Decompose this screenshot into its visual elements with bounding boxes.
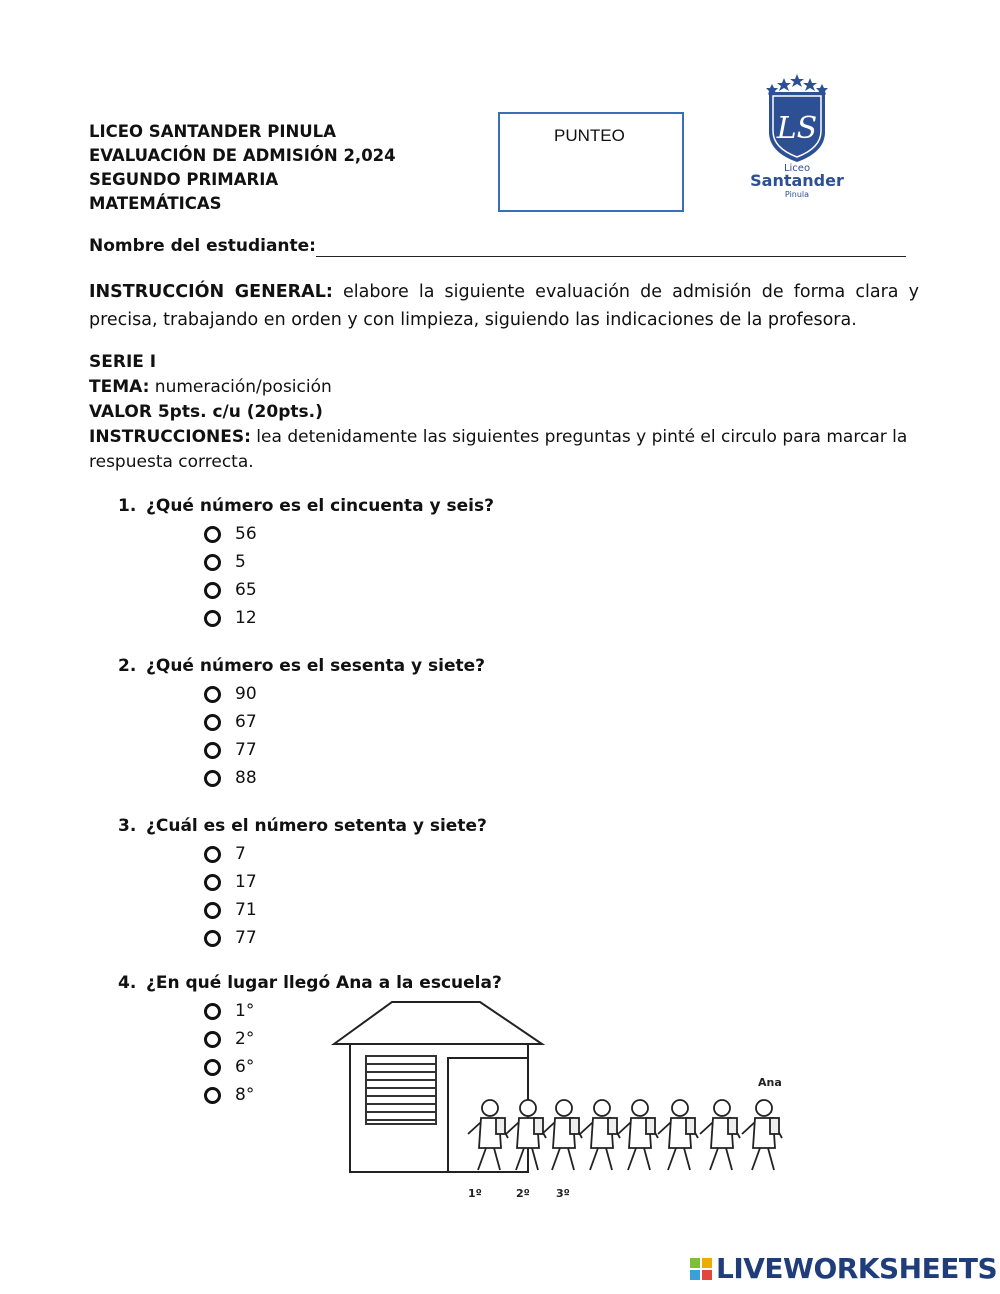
school-logo-icon: [742, 70, 852, 200]
child-figure-icon: [468, 1100, 508, 1170]
school-name: LICEO SANTANDER PINULA: [89, 122, 336, 141]
grade-level: SEGUNDO PRIMARIA: [89, 170, 279, 189]
option[interactable]: [204, 708, 257, 736]
topic-value: numeración/posición: [149, 377, 332, 397]
option-label: 1°: [235, 1001, 255, 1021]
topic-label: TEMA:: [89, 377, 150, 397]
option[interactable]: [204, 548, 257, 576]
question-number: 3.: [118, 816, 137, 836]
school-logo: [742, 70, 852, 200]
radio-circle-icon[interactable]: [204, 610, 221, 627]
window-blinds-icon: [366, 1056, 436, 1124]
option-label: 88: [235, 768, 257, 788]
option-label: 8°: [235, 1085, 255, 1105]
radio-circle-icon[interactable]: [204, 582, 221, 599]
radio-circle-icon[interactable]: [204, 930, 221, 947]
subject: MATEMÁTICAS: [89, 194, 222, 213]
radio-circle-icon[interactable]: [204, 902, 221, 919]
series-instructions: [89, 425, 919, 475]
school-header: [89, 120, 396, 216]
option-label: 77: [235, 928, 257, 948]
position-3-label: 3º: [556, 1187, 570, 1200]
option[interactable]: [204, 736, 257, 764]
question-number: 2.: [118, 656, 137, 676]
question-1-options: [204, 520, 257, 632]
option-label: 90: [235, 684, 257, 704]
radio-circle-icon[interactable]: [204, 1059, 221, 1076]
option-label: 17: [235, 872, 257, 892]
child-figure-icon: [542, 1100, 582, 1170]
series-block: [89, 350, 919, 475]
option[interactable]: [204, 576, 257, 604]
instructions-text: lea detenidamente las siguientes preguntas y pinté el circulo para marcar la respuesta correcta.: [89, 427, 908, 472]
option[interactable]: [204, 1053, 254, 1081]
option-label: 5: [235, 552, 246, 572]
radio-circle-icon[interactable]: [204, 686, 221, 703]
position-1-label: 1º: [468, 1187, 482, 1200]
student-name-field[interactable]: [316, 256, 906, 257]
logo-word-pinula: Pinula: [784, 190, 810, 199]
ana-label: Ana: [758, 1076, 782, 1089]
general-instruction-text: elabore la siguiente evaluación de admisión de forma clara y precisa, trabajando en orden y con limpieza, siguiendo las indicaciones de la profesora.: [89, 282, 919, 330]
logo-word-santander: Santander: [750, 171, 844, 190]
question-text: ¿Qué número es el sesenta y siete?: [146, 656, 486, 676]
instructions-label: INSTRUCCIONES:: [89, 427, 251, 447]
option[interactable]: [204, 1025, 254, 1053]
child-figure-icon: [658, 1100, 698, 1170]
option[interactable]: [204, 764, 257, 792]
question-4: [118, 973, 502, 993]
option-label: 65: [235, 580, 257, 600]
option[interactable]: [204, 1081, 254, 1109]
option-label: 71: [235, 900, 257, 920]
logo-word-liceo: Liceo: [783, 163, 811, 174]
question-3-options: [204, 840, 257, 952]
question-text: ¿En qué lugar llegó Ana a la escuela?: [146, 973, 502, 993]
radio-circle-icon[interactable]: [204, 714, 221, 731]
school-line-illustration: [330, 1000, 810, 1205]
child-figure-icon: [506, 1100, 546, 1170]
watermark-text: LIVEWORKSHEETS: [716, 1252, 998, 1285]
option[interactable]: [204, 924, 257, 952]
option-label: 12: [235, 608, 257, 628]
general-instruction-label: INSTRUCCIÓN GENERAL:: [89, 282, 333, 302]
radio-circle-icon[interactable]: [204, 846, 221, 863]
radio-circle-icon[interactable]: [204, 1003, 221, 1020]
child-figure-icon: [618, 1100, 658, 1170]
question-3: [118, 816, 487, 836]
liveworksheets-watermark[interactable]: [690, 1252, 997, 1285]
option-label: 77: [235, 740, 257, 760]
option[interactable]: [204, 520, 257, 548]
option[interactable]: [204, 840, 257, 868]
option-label: 67: [235, 712, 257, 732]
question-2-options: [204, 680, 257, 792]
question-number: 4.: [118, 973, 137, 993]
radio-circle-icon[interactable]: [204, 554, 221, 571]
option-label: 56: [235, 524, 257, 544]
question-1: [118, 496, 494, 516]
question-text: ¿Qué número es el cincuenta y seis?: [146, 496, 494, 516]
series-title: SERIE I: [89, 352, 157, 372]
option[interactable]: [204, 680, 257, 708]
option[interactable]: [204, 604, 257, 632]
logo-monogram: LS: [776, 111, 818, 146]
option[interactable]: [204, 997, 254, 1025]
option-label: 6°: [235, 1057, 255, 1077]
score-label: PUNTEO: [554, 126, 625, 145]
child-figure-icon: [580, 1100, 620, 1170]
radio-circle-icon[interactable]: [204, 770, 221, 787]
radio-circle-icon[interactable]: [204, 874, 221, 891]
liveworksheets-logo-icon: [690, 1258, 712, 1280]
position-2-label: 2º: [516, 1187, 530, 1200]
option-label: 2°: [235, 1029, 255, 1049]
question-4-options: [204, 997, 254, 1109]
question-text: ¿Cuál es el número setenta y siete?: [146, 816, 487, 836]
radio-circle-icon[interactable]: [204, 742, 221, 759]
radio-circle-icon[interactable]: [204, 1087, 221, 1104]
radio-circle-icon[interactable]: [204, 1031, 221, 1048]
option[interactable]: [204, 868, 257, 896]
option-label: 7: [235, 844, 246, 864]
series-topic: [89, 375, 919, 400]
question-number: 1.: [118, 496, 137, 516]
score-box[interactable]: [498, 112, 684, 212]
question-2: [118, 656, 485, 676]
general-instruction: [89, 278, 919, 334]
child-figure-icon: [700, 1100, 740, 1170]
option[interactable]: [204, 896, 257, 924]
exam-title: EVALUACIÓN DE ADMISIÓN 2,024: [89, 146, 396, 165]
child-figure-icon: [742, 1100, 782, 1170]
student-name-label: Nombre del estudiante:: [89, 236, 316, 256]
series-value: VALOR 5pts. c/u (20pts.): [89, 402, 323, 422]
radio-circle-icon[interactable]: [204, 526, 221, 543]
